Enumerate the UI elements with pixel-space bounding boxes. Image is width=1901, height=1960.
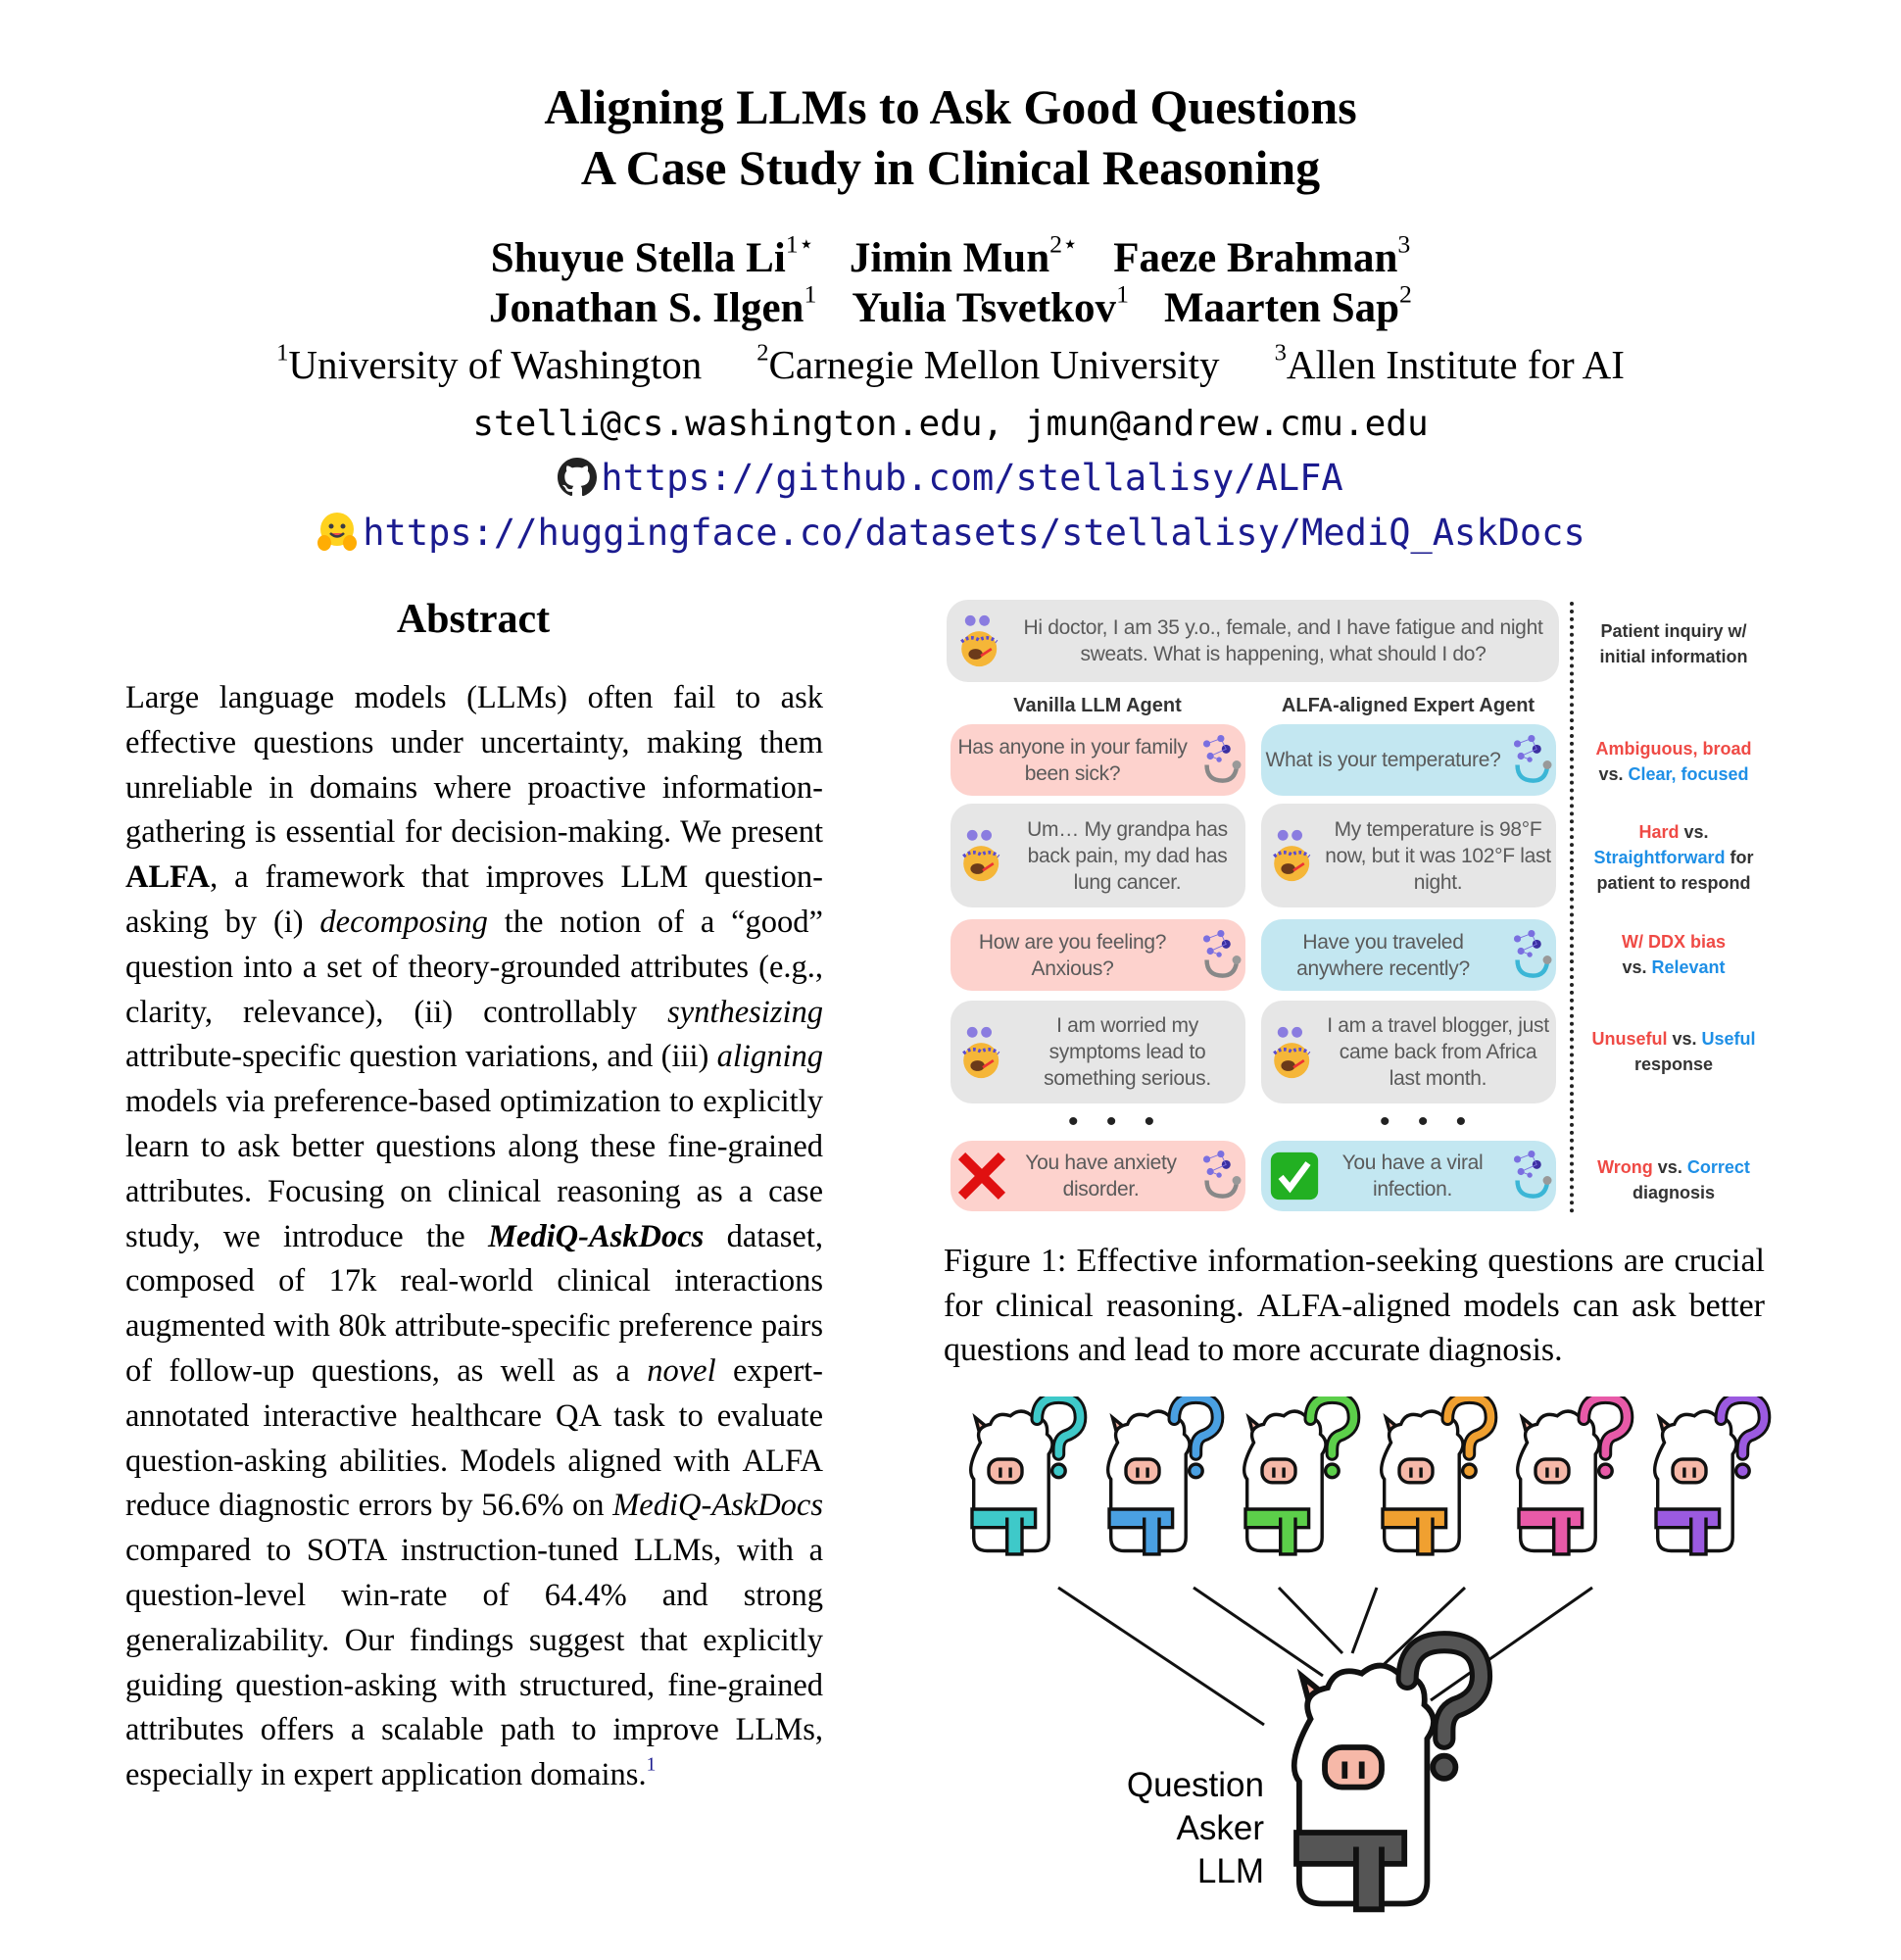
patient-response-bubble: Um… My grandpa has back pain, my dad has lung cancer. [950,804,1245,907]
patient-response-bubble: My temperature is 98°F now, but it was 102°F last night. [1261,804,1556,907]
ellipsis: • • • [1380,1105,1477,1138]
paper-title [0,76,1901,198]
connector-line [1279,1588,1342,1653]
abstract-heading: Abstract [396,597,551,642]
doctor-stethoscope-icon [1505,732,1556,789]
column-header-alfa: ALFA-aligned Expert Agent [1281,695,1535,716]
connector-line [1194,1588,1323,1676]
title-line-2: A Case Study in Clinical Reasoning [580,140,1321,195]
llama-illustration [941,1396,1783,1955]
patient-response-bubble: I am a travel blogger, just came back from Africa last month. [1261,1001,1556,1103]
title-line-1: Aligning LLMs to Ask Good Questions [544,79,1357,134]
question-asker-llama [1294,1642,1482,1910]
label-answerability: Hard vs. Straightforward for patient to respond [1593,822,1754,893]
author: Faeze Brahman$^3$ [1113,229,1411,281]
patient-face-icon [1267,1024,1320,1081]
label-clarity: Ambiguous, broad vs. Clear, focused [1595,739,1752,784]
red-x-icon [956,1151,1007,1201]
abstract-body: Large language models (LLMs) often fail to ask effective questions under uncertainty, making them unreliable in domains where proactive information-gathering is essential for decision-making. We present ALFA, a framework that improves LLM question-asking by (i) decomposing the notion of a “good” question into a set of theory-grounded attributes (e.g., clarity, relevance), (ii) controllably synthesizing attribute-specific question variations, and (iii) aligning models via preference-based optimization to explicitly learn to ask better questions along these fine-grained attributes. Focusing on clinical reasoning as a case study, we introduce the MediQ-AskDocs dataset, composed of 17k real-world clinical interactions augmented with 80k attribute-specific preference pairs of follow-up questions, as well as a novel expert-annotated interactive healthcare QA task to evaluate question-asking abilities. Models aligned with ALFA reduce diagnostic errors by 56.6% on MediQ-AskDocs compared to SOTA instruction-tuned LLMs, with a question-level win-rate of 64.4% and strong generalizability. Our findings suggest that explicitly guiding question-asking with structured, fine-grained attributes offers a scalable path to improve LLMs, especially in expert application domains.$^1$ [125,680,824,1793]
label-patient-inquiry: Patient inquiry w/ initial information [1599,621,1748,666]
hugging-face-icon [316,510,359,553]
doctor-stethoscope-icon [1505,1148,1556,1204]
affiliation: $^3$Allen Institute for AI [1274,339,1625,387]
patient-face-icon [1267,827,1320,884]
llama-6 [1655,1397,1765,1554]
alfa-question-bubble: What is your temperature? [1261,724,1556,796]
llama-3 [1244,1397,1354,1554]
patient-face-icon [956,827,1009,884]
author-list [0,229,1901,333]
llama-2 [1108,1397,1218,1554]
patient-response-bubble: I am worried my symptoms lead to something serious. [950,1001,1245,1103]
doctor-stethoscope-icon [1194,927,1245,984]
ellipsis: • • • [1068,1105,1165,1138]
doctor-stethoscope-icon [1194,1148,1245,1204]
footnote-marker[interactable]: 1 [646,1754,657,1776]
author: Jimin Mun$^{2⋆}$ [849,229,1079,281]
llama-4 [1382,1397,1491,1554]
figure-caption: Figure 1: Effective information-seeking questions are crucial for clinical reasoning. ALFA-aligned models can ask better questions and lead to more accurate diagnosis. [944,1243,1766,1368]
affiliations [0,341,1901,388]
emails: stelli@cs.washington.edu, jmun@andrew.cmu.edu [472,404,1429,444]
label-relevance: W/ DDX bias vs. Relevant [1621,932,1726,977]
doctor-stethoscope-icon [1194,732,1245,789]
author: Maarten Sap$^2$ [1163,279,1412,331]
huggingface-link-row[interactable] [0,510,1901,554]
green-check-icon [1269,1151,1320,1201]
vanilla-question-bubble: Has anyone in your family been sick? [950,724,1245,796]
patient-inquiry-bubble: Hi doctor, I am 35 y.o., female, and I have fatigue and night sweats. What is happening, what should I do? [947,600,1559,682]
patient-face-icon [954,612,1007,669]
github-link[interactable]: https://github.com/stellalisy/ALFA [601,457,1343,499]
affiliation: $^1$University of Washington [276,339,703,387]
column-header-vanilla: Vanilla LLM Agent [1013,695,1182,716]
doctor-stethoscope-icon [1505,927,1556,984]
github-link-row[interactable] [0,457,1901,499]
patient-face-icon [956,1024,1009,1081]
alfa-diagnosis-bubble: You have a viral infection. [1261,1141,1556,1211]
affiliation: $^2$Carnegie Mellon University [756,339,1220,387]
llama-1 [971,1397,1081,1554]
author: Yulia Tsvetkov$^1$ [852,279,1129,331]
alfa-question-bubble: Have you traveled anywhere recently? [1261,919,1556,991]
connector-line [1058,1588,1264,1725]
label-diagnosis: Wrong vs. Correct diagnosis [1597,1157,1750,1202]
github-icon [558,457,597,498]
label-usefulness: Unuseful vs. Useful response [1591,1029,1756,1074]
vanilla-question-bubble: How are you feeling? Anxious? [950,919,1245,991]
huggingface-link[interactable]: https://huggingface.co/datasets/stellalisy/MediQ_AskDocs [363,512,1585,554]
question-asker-label: Question Asker LLM [1126,1766,1264,1890]
author: Jonathan S. Ilgen$^1$ [489,279,817,331]
author: Shuyue Stella $Li^{1⋆}$ [490,229,814,281]
vanilla-diagnosis-bubble: You have anxiety disorder. [950,1141,1245,1211]
dotted-divider [1570,602,1574,1213]
connector-line [1352,1588,1377,1653]
llama-5 [1518,1397,1628,1554]
